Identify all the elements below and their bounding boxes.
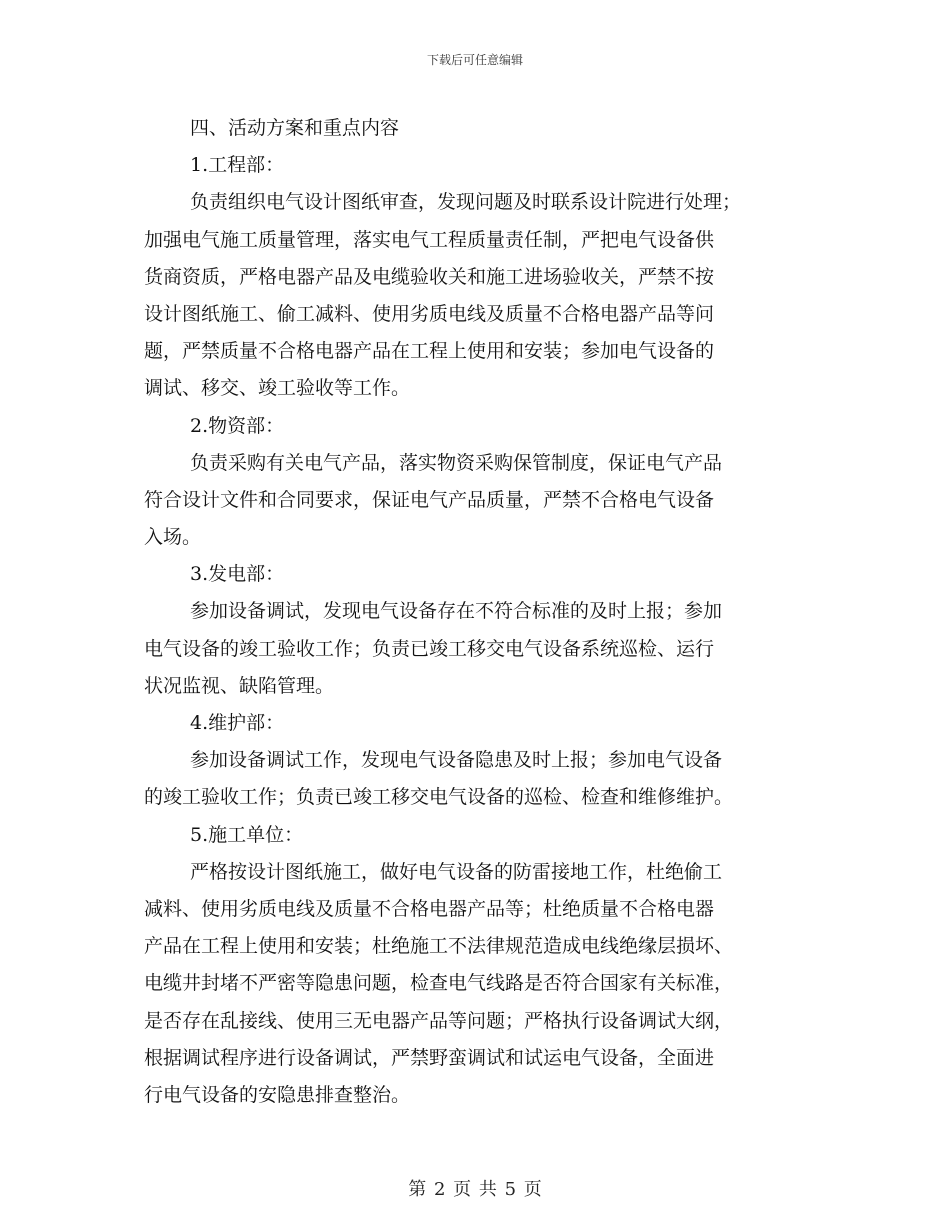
paragraph-line: 的竣工验收工作；负责已竣工移交电气设备的巡检、检查和维修维护。	[144, 786, 734, 809]
paragraph-line: 状况监视、缺陷管理。	[144, 674, 335, 697]
paragraph-line: 根据调试程序进行设备调试，严禁野蛮调试和试运电气设备，全面进	[144, 1046, 715, 1069]
paragraph-line: 减料、使用劣质电线及质量不合格电器产品等；杜绝质量不合格电器	[144, 897, 715, 920]
paragraph-line: 电缆井封堵不严密等隐患问题，检查电气线路是否符合国家有关标准，	[144, 972, 734, 995]
paragraph-line: 行电气设备的安隐患排查整治。	[144, 1083, 411, 1106]
document-body	[144, 110, 806, 1114]
page-number: 第 2 页 共 5 页	[408, 1179, 542, 1200]
subsection-heading-materials: 2.物资部：	[190, 414, 285, 437]
paragraph-line: 负责采购有关电气产品，落实物资采购保管制度，保证电气产品	[190, 451, 723, 474]
paragraph-line: 加强电气施工质量管理，落实电气工程质量责任制，严把电气设备供	[144, 228, 715, 251]
paragraph-line: 入场。	[144, 526, 202, 549]
subsection-heading-engineering: 1.工程部：	[190, 154, 285, 177]
paragraph-line: 设计图纸施工、偷工减料、使用劣质电线及质量不合格电器产品等问	[144, 302, 715, 325]
paragraph-line: 货商资质，严格电器产品及电缆验收关和施工进场验收关，严禁不按	[144, 265, 715, 288]
paragraph-line: 参加设备调试，发现电气设备存在不符合标准的及时上报；参加	[190, 600, 723, 623]
subsection-heading-maintenance: 4.维护部：	[190, 712, 285, 734]
page-header: 下载后可任意编辑	[426, 53, 523, 67]
paragraph-line: 电气设备的竣工验收工作；负责已竣工移交电气设备系统巡检、运行	[144, 637, 715, 660]
paragraph-line: 是否存在乱接线、使用三无电器产品等问题；严格执行设备调试大纲，	[144, 1009, 734, 1032]
paragraph-line: 产品在工程上使用和安装；杜绝施工不法律规范造成电线绝缘层损坏、	[144, 935, 734, 958]
subsection-heading-construction-unit: 5.施工单位：	[190, 823, 304, 846]
paragraph-line: 调试、移交、竣工验收等工作。	[144, 377, 411, 400]
paragraph-line: 严格按设计图纸施工，做好电气设备的防雷接地工作，杜绝偷工	[190, 860, 723, 883]
paragraph-line: 符合设计文件和合同要求，保证电气产品质量，严禁不合格电气设备	[144, 488, 715, 511]
subsection-heading-power-generation: 3.发电部：	[190, 563, 285, 586]
section-heading: 四、活动方案和重点内容	[190, 117, 400, 139]
paragraph-line: 参加设备调试工作，发现电气设备隐患及时上报；参加电气设备	[190, 749, 723, 772]
paragraph-line: 题，严禁质量不合格电器产品在工程上使用和安装；参加电气设备的	[144, 340, 715, 363]
paragraph-line: 负责组织电气设计图纸审查，发现问题及时联系设计院进行处理；	[190, 191, 742, 214]
